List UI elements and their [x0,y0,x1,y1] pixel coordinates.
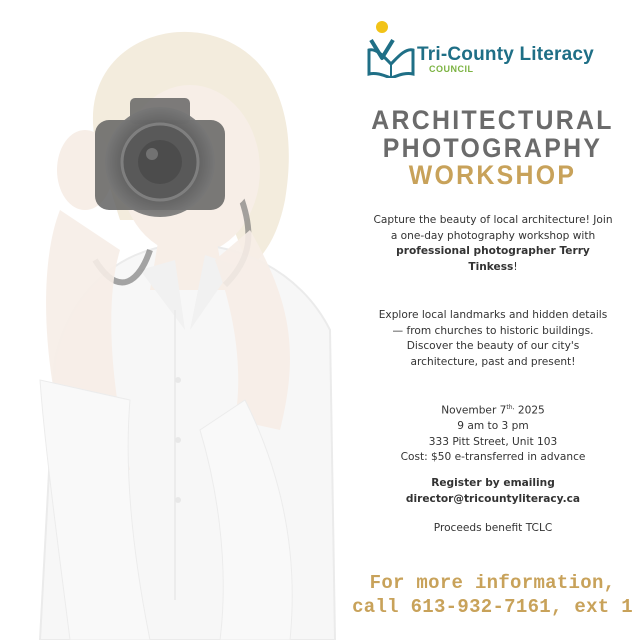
organization-name: Tri-County Literacy [417,44,594,65]
event-date: November $7^{th,}$ 2025 [441,404,545,417]
event-cost: Cost: $50 e-transferred in advance [400,451,586,464]
cta-line-2: call 613-932-7161, ext 1 [352,596,633,618]
intro-end: ! [513,260,518,273]
event-time: 9 am to 3 pm [457,420,529,433]
flyer-content [345,0,640,640]
explore-paragraph: Explore local landmarks and hidden details — from churches to historic buildings. Discover the beauty of our city's architecture, past and present! [378,309,608,368]
title-line-1: ARCHITECTURAL [371,105,614,135]
intro-paragraph [373,213,613,275]
organization-logo [367,18,627,78]
register-info [373,476,613,507]
event-details [373,400,613,466]
book-person-icon [367,18,415,78]
title-line-2: PHOTOGRAPHY [382,133,603,163]
organization-subtitle: COUNCIL [429,64,474,74]
cta-line-1: For more information, [369,572,616,594]
title-line-3: WORKSHOP [408,160,577,190]
register-label: Register by emailing [431,477,555,489]
intro-bold-text: professional photographer Terry Tinkess [396,245,590,273]
intro-text: Capture the beauty of local architecture! Join a one-day photography workshop with [373,214,613,242]
register-email: director@tricountyliteracy.ca [405,492,581,505]
proceeds-note: Proceeds benefit TCLC [433,522,553,534]
event-location: 333 Pitt Street, Unit 103 [428,435,558,448]
